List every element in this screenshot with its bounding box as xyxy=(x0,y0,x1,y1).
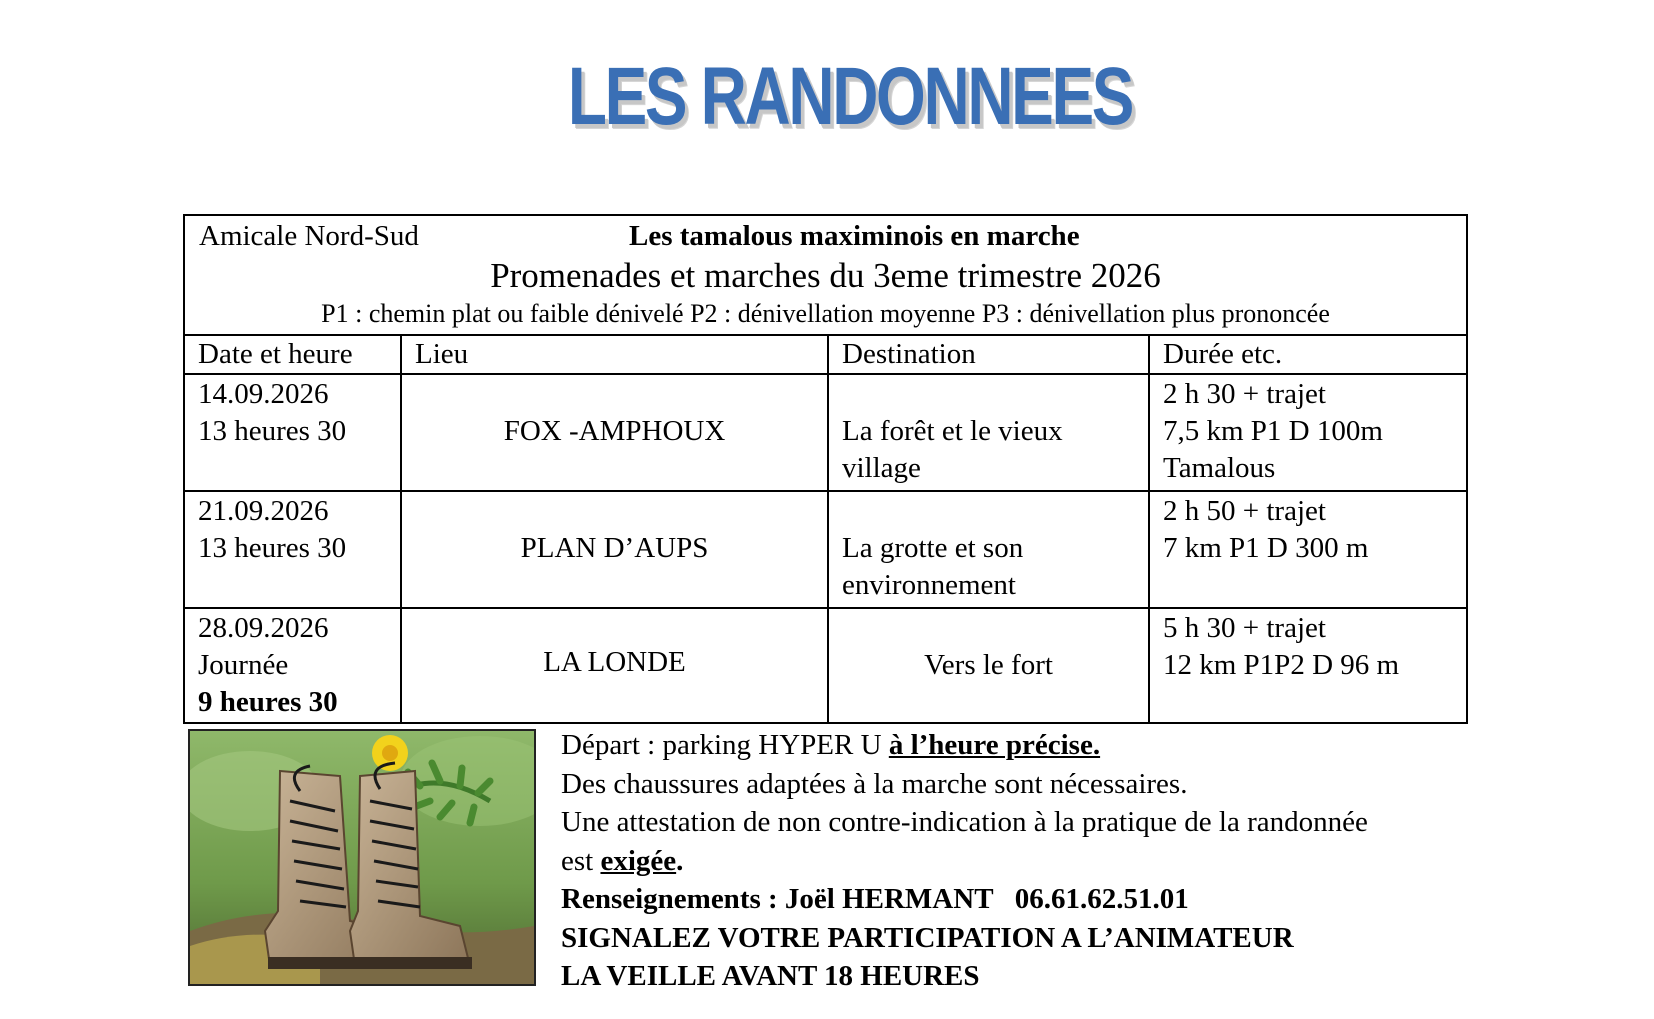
row-place: FOX -AMPHOUX xyxy=(503,415,726,447)
row-time: 13 heures 30 xyxy=(198,532,347,564)
table-row-duration xyxy=(1150,610,1468,684)
hiking-boots-icon xyxy=(190,731,534,984)
certificate-prefix: est xyxy=(561,844,601,877)
signal-line: SIGNALEZ VOTRE PARTICIPATION A L’ANIMATEUR xyxy=(561,921,1294,954)
row-place: PLAN D’AUPS xyxy=(520,532,709,564)
page-title: LES RANDONNEES xyxy=(567,51,1133,142)
hiking-boots-photo xyxy=(188,729,536,986)
row-duration-line: 2 h 50 + trajet xyxy=(1163,495,1326,527)
row-destination-line: village xyxy=(842,452,921,484)
departure-line xyxy=(561,726,1631,765)
row-duration-line: 7 km P1 D 300 m xyxy=(1163,532,1369,564)
departure-emphasis: à l’heure précise. xyxy=(888,729,1101,761)
row-destination-line: La forêt et le vieux xyxy=(842,415,1063,447)
column-header-place: Lieu xyxy=(415,338,469,370)
column-header-duration: Durée etc. xyxy=(1163,338,1283,370)
row-duration-line: Tamalous xyxy=(1163,452,1276,484)
table-row-date xyxy=(185,493,400,567)
certificate-emphasis: exigée xyxy=(600,844,677,877)
row-duration-line: 5 h 30 + trajet xyxy=(1163,612,1326,644)
table-divider xyxy=(185,607,1466,609)
row-date: 14.09.2026 xyxy=(198,378,329,410)
table-row-duration xyxy=(1150,376,1468,487)
column-header-destination: Destination xyxy=(842,338,976,370)
organization-name: Amicale Nord-Sud xyxy=(199,220,419,252)
schedule-subtitle: Promenades et marches du 3eme trimestre 2026 xyxy=(490,256,1161,295)
certificate-line-2 xyxy=(561,842,1631,881)
contact-line: Renseignements : Joël HERMANT 06.61.62.51.01 xyxy=(561,883,1189,915)
row-destination-line: environnement xyxy=(842,569,1016,601)
row-date: 21.09.2026 xyxy=(198,495,329,527)
header-row xyxy=(185,216,1466,256)
table-row-date xyxy=(185,610,400,721)
row-duration-line: 2 h 30 + trajet xyxy=(1163,378,1326,410)
certificate-line: Une attestation de non contre-indication à la pratique de la randonnée xyxy=(561,806,1368,838)
table-divider xyxy=(185,373,1466,375)
row-time: Journée xyxy=(198,649,289,681)
row-duration-line: 12 km P1P2 D 96 m xyxy=(1163,649,1400,681)
row-place: LA LONDE xyxy=(543,646,686,678)
shoes-line: Des chaussures adaptées à la marche sont nécessaires. xyxy=(561,767,1188,800)
table-row-destination xyxy=(829,530,1148,604)
table-row-duration xyxy=(1150,493,1468,567)
club-name: Les tamalous maximinois en marche xyxy=(629,220,1080,252)
row-time: 13 heures 30 xyxy=(198,415,347,447)
schedule-table xyxy=(183,214,1468,724)
row-duration-line: 7,5 km P1 D 100m xyxy=(1163,415,1383,447)
certificate-suffix: . xyxy=(676,844,684,877)
departure-text: Départ : parking HYPER U xyxy=(561,729,889,761)
table-divider xyxy=(185,490,1466,492)
row-date: 28.09.2026 xyxy=(198,612,329,644)
table-row-date xyxy=(185,376,400,450)
difficulty-legend: P1 : chemin plat ou faible dénivelé P2 : dénivellation moyenne P3 : dénivellation plus prononcée xyxy=(321,299,1330,328)
column-header-date: Date et heure xyxy=(198,338,353,370)
row-destination-line: La grotte et son xyxy=(842,532,1024,564)
table-row-destination xyxy=(829,413,1148,487)
row-destination-line: Vers le fort xyxy=(924,649,1053,681)
practical-info xyxy=(561,726,1631,996)
signal-line-2: LA VEILLE AVANT 18 HEURES xyxy=(561,960,980,992)
row-time-bold: 9 heures 30 xyxy=(198,686,338,718)
